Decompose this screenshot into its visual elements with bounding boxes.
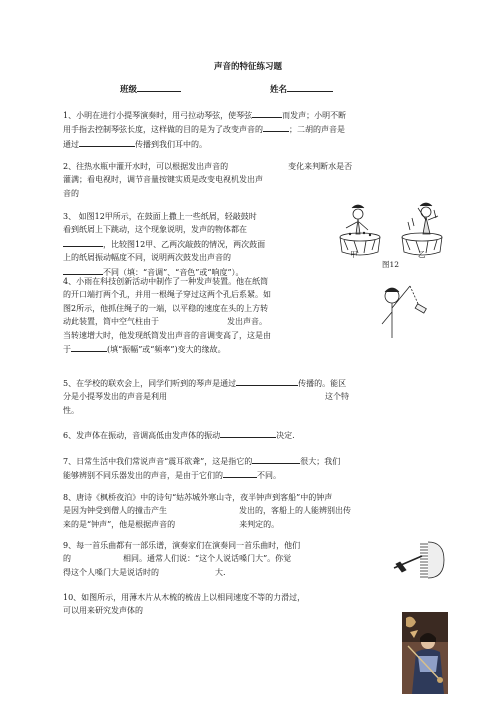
class-field	[120, 82, 181, 95]
q1-blank-1[interactable]	[252, 108, 282, 118]
q2-text: 灌满；看电视时，调节音量按键实质是改变电视机发出声	[63, 175, 263, 185]
page-title: 声音的特征练习题	[213, 62, 282, 72]
q9-text: 9、每一首乐曲都有一部乐谱，演奏家们在演奏同一首乐曲时，他们	[63, 541, 301, 550]
question-10	[63, 591, 393, 618]
q3-text: 上的纸屑振动幅度不同，说明两次鼓发出声音的	[63, 253, 231, 263]
question-4	[63, 275, 343, 356]
q2-text: 2、往热水瓶中灌开水时，可以根据发出声音的	[63, 162, 229, 171]
q1-text: 传播到我们耳中的。	[135, 139, 207, 149]
q1-text: 通过	[63, 139, 79, 149]
q8-text: 来的是“钟声”，他是根据声音的	[63, 519, 176, 529]
q1-blank-2[interactable]	[263, 122, 289, 132]
q8-text: 发出的，客船上的人能辨别出传	[239, 506, 351, 516]
q9-text: 的	[63, 554, 71, 564]
question-9	[63, 539, 383, 579]
q4-text: 4、小雨在科技创新活动中制作了一种发声装置。他在纸筒	[63, 277, 269, 286]
drum-jia-figure	[340, 205, 380, 255]
q4-text: 的开口端打两个孔，并用一根绳子穿过这两个孔后系紧。如	[63, 290, 271, 300]
q9-text: 相同。通常人们说：“这个人说话嗓门大”。你觉	[123, 554, 292, 564]
q3-text: ，比较图12甲、乙两次敲鼓的情况，两次鼓面	[103, 239, 266, 249]
question-7	[63, 454, 443, 483]
q4-text: 当转速增大时，他发现纸筒发出声音的音调变高了，这是由	[63, 330, 271, 340]
q9-text: 得这个人嗓门大是说话时的	[63, 567, 159, 577]
drum-yi-figure	[402, 203, 442, 255]
q5-text: 5、在学校的联欢会上，同学们听到的琴声是通过	[63, 379, 237, 388]
q4-text: 图2所示，他抓住绳子的一端，以平稳的速度在头的上方转	[63, 303, 269, 313]
q3-text: 不同（填：“音调”、“音色”或“响度”）。	[103, 267, 244, 277]
q10-text: 可以用来研究发声体的	[63, 606, 143, 616]
q5-blank-1[interactable]	[236, 376, 298, 386]
performer-photo	[402, 612, 448, 694]
q7-text: 很大；我们	[300, 457, 341, 466]
q1-text: ；二胡的声音是	[289, 125, 345, 135]
fig12-label-yi: 乙	[418, 250, 426, 259]
fig12-caption: 图12	[382, 260, 400, 269]
class-blank[interactable]	[137, 82, 181, 92]
q5-text: 这个特	[325, 392, 349, 402]
q6-text: 决定.	[276, 431, 295, 440]
fig12-label-jia: 甲	[350, 250, 358, 259]
q6-text: 6、发声体在振动，音调高低由发声体的振动	[63, 431, 221, 440]
q7-text: 不同。	[257, 471, 281, 481]
q3-text: 看到纸屑上下跳动，这个现象说明，发声的物体都在	[63, 225, 247, 235]
figure-2-rotating-tube	[352, 278, 432, 344]
q4-text: (填“振幅”或“频率”)变大的缘故。	[107, 345, 226, 355]
q7-blank-1[interactable]	[252, 454, 300, 464]
question-6	[63, 428, 443, 442]
question-3	[63, 210, 343, 279]
q5-text: 性。	[63, 405, 79, 415]
q7-text: 7、日常生活中我们常说声音“震耳欲聋”，这是指它的	[63, 457, 253, 466]
q2-text: 变化来判断水是否	[288, 162, 353, 171]
q5-text: 分是小提琴发出的声音是利用	[63, 392, 167, 402]
q7-text: 能够辨别不同乐器发出的声音，是由于它们的	[63, 471, 223, 481]
q4-text: 发出声音。	[227, 317, 267, 327]
q4-text: 动此装置，筒中空气柱由于	[63, 317, 159, 327]
q6-blank-1[interactable]	[220, 428, 276, 438]
q8-text: 来判定的。	[239, 519, 280, 529]
q5-text: 传播的。能区	[298, 379, 347, 388]
q10-text: 10、如图所示，用薄木片从木梳的梳齿上以相同速度不等的力滑过，	[63, 593, 306, 602]
question-8	[63, 491, 443, 531]
q3-text: 3、 如图12甲所示，在鼓面上撒上一些纸屑，轻敲鼓时	[63, 212, 257, 221]
q8-text: 是因为钟受到僧人的撞击产生	[63, 506, 167, 516]
comb-figure	[392, 538, 448, 582]
q4-blank-2[interactable]	[71, 342, 107, 352]
q2-text: 音的	[63, 188, 79, 198]
q8-text: 8、唐诗《枫桥夜泊》中的诗句“姑苏城外寒山寺，夜半钟声到客船”中的钟声	[63, 493, 333, 502]
name-field	[270, 82, 333, 95]
q3-blank-2[interactable]	[63, 265, 103, 275]
q3-blank-1[interactable]	[63, 237, 103, 247]
q1-text: 而发声；小明不断	[282, 111, 347, 120]
question-1	[63, 108, 443, 151]
question-5	[63, 376, 443, 417]
q9-text: 大.	[215, 567, 226, 577]
question-2	[63, 160, 443, 200]
q1-blank-3[interactable]	[79, 137, 135, 147]
class-label: 班级	[120, 85, 138, 95]
q1-text: 1、小明在进行小提琴演奏时，用弓拉动琴弦，使琴弦	[63, 111, 253, 120]
q1-text: 用手指去控制琴弦长度，这样做的目的是为了改变声音的	[63, 125, 263, 135]
q4-text: 于	[63, 345, 71, 355]
name-blank[interactable]	[287, 82, 333, 92]
name-label: 姓名	[270, 85, 288, 95]
q7-blank-2[interactable]	[223, 468, 257, 478]
